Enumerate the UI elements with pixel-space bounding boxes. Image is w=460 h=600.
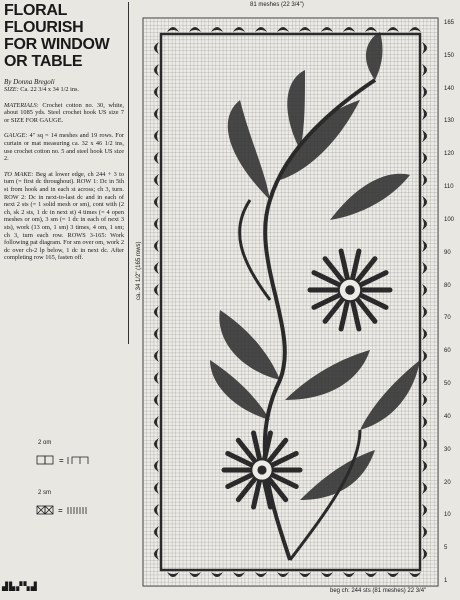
chart-width-label: 81 meshes (22 3/4") [250, 2, 304, 8]
row-number-label: 5 [444, 545, 448, 552]
row-number-label: 50 [444, 381, 451, 388]
row-number-label: 40 [444, 413, 451, 420]
row-number-label: 110 [444, 184, 454, 191]
title-line: FLOURISH [4, 19, 84, 36]
row-number-label: 90 [444, 249, 451, 256]
row-number-label: 30 [444, 446, 451, 453]
title-line: FOR WINDOW [4, 36, 110, 53]
row-number-label: 60 [444, 348, 451, 355]
svg-text:=: = [59, 456, 64, 465]
row-number-label: 10 [444, 512, 451, 519]
title-line: FLORAL [4, 2, 68, 19]
size-text: Ca. 22 3/4 x 34 1/2 ins. [20, 86, 80, 93]
gauge-text: 4" sq = 14 meshes and 19 rows. For curtain or mat measuring ca. 32 x 46 1/2 ins, use crochet cotton no. 5 and steel hook US size 2. [4, 132, 124, 163]
row-number-label: 140 [444, 85, 455, 92]
row-number-label: 70 [444, 315, 451, 322]
to-make-text: Beg at lower edge, ch 244 + 3 to turn (= first dc throughout). ROW 1: Dc in 5th st from hook and in each st across; ch 3, turn. ROW 2: Dc in next-to-last dc and in each of next 2 sts (= 1 solid mesh or sm), cont with (2 ch, sk 2 sts, 1 dc in next st) 4 times (= 4 open meshes or om), 3 sm (= 1 dc in each of next 3 sts), work (13 om, 1 sm) 3 times, 4 om, 1 sm; ch 3, turn each row. ROWS 3-165: Work following pat diagram. For sm over om, work 2 dc over ch-2 lp below, 1 dc in next dc. After completing row 165, fasten off. [4, 170, 124, 262]
row-number-label: 165 [444, 20, 455, 26]
row-number-label: 150 [444, 52, 455, 59]
legend-label: 2 sm [38, 490, 52, 496]
title-line: OR TABLE [4, 53, 83, 70]
row-number-label: 1 [444, 578, 448, 584]
gauge-label: GAUGE: [4, 132, 28, 140]
size-label: SIZE: [4, 86, 19, 93]
chart-base-label: beg ch: 244 sts (81 meshes) 22 3/4" [330, 588, 427, 594]
row-number-label: 100 [444, 216, 455, 223]
chart-height-label: ca. 34 1/2" (165 rows) [136, 241, 142, 300]
row-number-label: 120 [444, 151, 455, 158]
publisher-logo-icon: ▟▙▞▚▟ [2, 582, 38, 591]
to-make-label: TO MAKE: [4, 170, 34, 178]
row-number-label: 80 [444, 282, 451, 289]
author-byline: By Donna Bregoli [4, 78, 55, 86]
legend-label: 2 om [38, 440, 52, 446]
materials-label: MATERIALS: [4, 101, 39, 109]
svg-text:=: = [58, 506, 63, 515]
materials-text: Crochet cotton no. 30, white, about 1085 yds. Steel crochet hook US size 7 or SIZE FOR GAUGE. [4, 101, 124, 124]
row-number-label: 20 [444, 479, 451, 486]
row-number-label: 130 [444, 118, 455, 125]
